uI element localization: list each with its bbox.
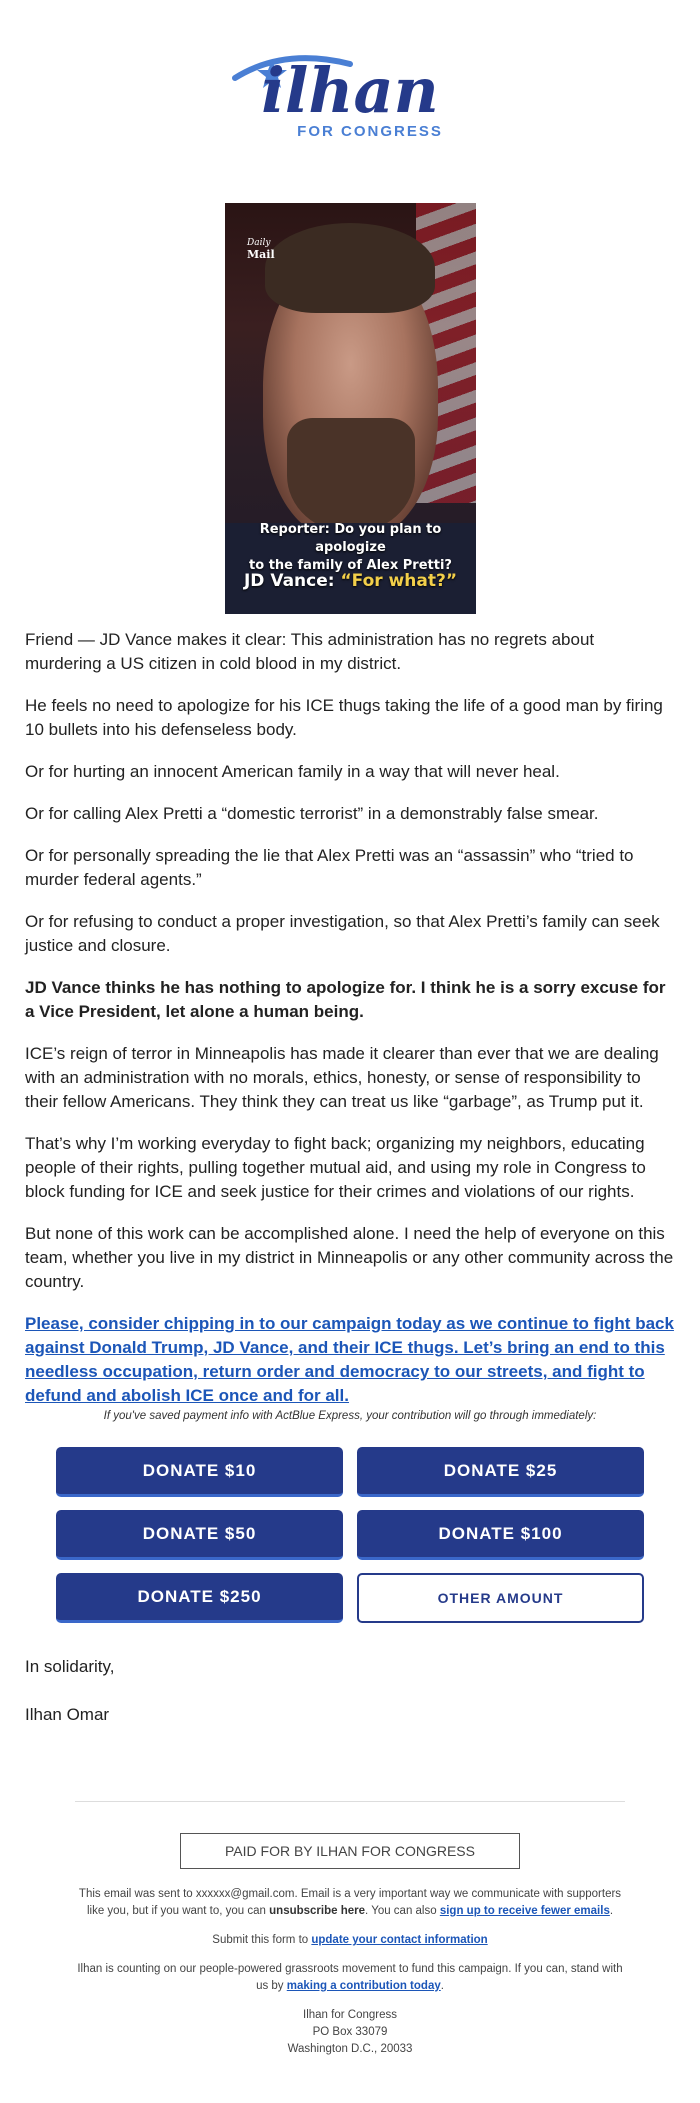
contribution-link[interactable]: making a contribution today: [286, 1980, 441, 1992]
body-paragraph: ICE’s reign of terror in Minneapolis has made it clearer than ever that we are dealing with an administration with no morals, ethics, honesty, or sense of responsibility to their fellow Americans. They think they can treat us like “garbage”, as Trump put it.: [25, 1044, 659, 1111]
body-paragraph: He feels no need to apologize for his ICE thugs taking the life of a good man by firing 10 bullets into his defenseless body.: [25, 696, 663, 739]
portrait-hair: [265, 223, 435, 313]
donate-cta-link[interactable]: Please, consider chipping in to our campaign today as we continue to fight back against Donald Trump, JD Vance, and their ICE thugs. Let’s bring an end to this needless occupation, return order and democracy to our streets, and fight to defund and abolish ICE once and for all.: [25, 1314, 674, 1405]
body-paragraph: Friend — JD Vance makes it clear: This administration has no regrets about murdering a US citizen in cold blood in my district.: [25, 630, 595, 673]
source-badge: Daily Mail: [247, 238, 275, 261]
email-footer: [70, 1886, 630, 2058]
fewer-emails-link[interactable]: sign up to receive fewer emails: [439, 1905, 610, 1917]
logo-tagline: FOR CONGRESS: [297, 123, 443, 140]
body-paragraph: Or for calling Alex Pretti a “domestic terrorist” in a demonstrably false smear.: [25, 804, 599, 823]
signoff: [25, 1655, 114, 1751]
body-paragraph: Or for hurting an innocent American family in a way that will never heal.: [25, 762, 560, 781]
actblue-note: If you've saved payment info with ActBlue Express, your contribution will go through immediately:: [103, 1410, 597, 1422]
body-paragraph: Or for personally spreading the lie that Alex Pretti was an “assassin” who “tried to murder federal agents.”: [25, 846, 634, 889]
update-contact-link[interactable]: update your contact information: [311, 1934, 488, 1946]
body-paragraph: Or for refusing to conduct a proper investigation, so that Alex Pretti’s family can seek justice and closure.: [25, 912, 660, 955]
mailing-address: Ilhan for Congress PO Box 33079 Washington D.C., 20033: [287, 2009, 413, 2055]
caption-answer: JD Vance: “For what?”: [243, 571, 457, 591]
donate-250-button[interactable]: DONATE $250: [56, 1573, 343, 1623]
donate-100-button[interactable]: DONATE $100: [357, 1510, 644, 1560]
footer-divider: [75, 1801, 625, 1802]
caption-question: Reporter: Do you plan to apologize to the family of Alex Pretti?: [249, 522, 452, 573]
donate-50-button[interactable]: DONATE $50: [56, 1510, 343, 1560]
logo-graphic: [230, 50, 470, 140]
body-paragraph: That’s why I’m working everyday to fight back; organizing my neighbors, educating people of their rights, pulling together mutual aid, and using my role in Congress to block funding for ICE and seek justice for their crimes and violations of our rights.: [25, 1134, 646, 1201]
portrait-beard: [287, 418, 415, 533]
unsubscribe-link[interactable]: unsubscribe here: [269, 1905, 366, 1917]
closing-text: In solidarity,: [25, 1657, 115, 1676]
signature-name: Ilhan Omar: [25, 1705, 110, 1724]
email-notice: This email was sent to xxxxxx@gmail.com. Email is a very important way we communicate with supporters like you, but if you want to, you can unsubscribe here. You can also sign up to receive fewer emails.: [78, 1888, 622, 1917]
recipient-email: xxxxxx@gmail.com: [195, 1888, 295, 1900]
paid-for-by-box: PAID FOR BY ILHAN FOR CONGRESS: [180, 1833, 520, 1869]
donate-25-button[interactable]: DONATE $25: [357, 1447, 644, 1497]
bold-paragraph: JD Vance thinks he has nothing to apologize for. I think he is a sorry excuse for a Vice President, let alone a human being.: [25, 978, 666, 1021]
grassroots-line: Ilhan is counting on our people-powered grassroots movement to fund this campaign. If you can, stand with us by making a contribution today.: [77, 1963, 623, 1992]
donate-10-button[interactable]: DONATE $10: [56, 1447, 343, 1497]
other-amount-button[interactable]: OTHER AMOUNT: [357, 1573, 644, 1623]
campaign-logo[interactable]: [0, 50, 700, 150]
logo-wordmark: ilhan: [261, 54, 439, 127]
hero-video-still[interactable]: [225, 203, 476, 614]
update-contact-line: Submit this form to update your contact information: [212, 1934, 488, 1946]
email-body: [25, 628, 675, 1426]
body-paragraph: But none of this work can be accomplished alone. I need the help of everyone on this team, whether you live in my district in Minneapolis or any other community across the country.: [25, 1224, 674, 1291]
